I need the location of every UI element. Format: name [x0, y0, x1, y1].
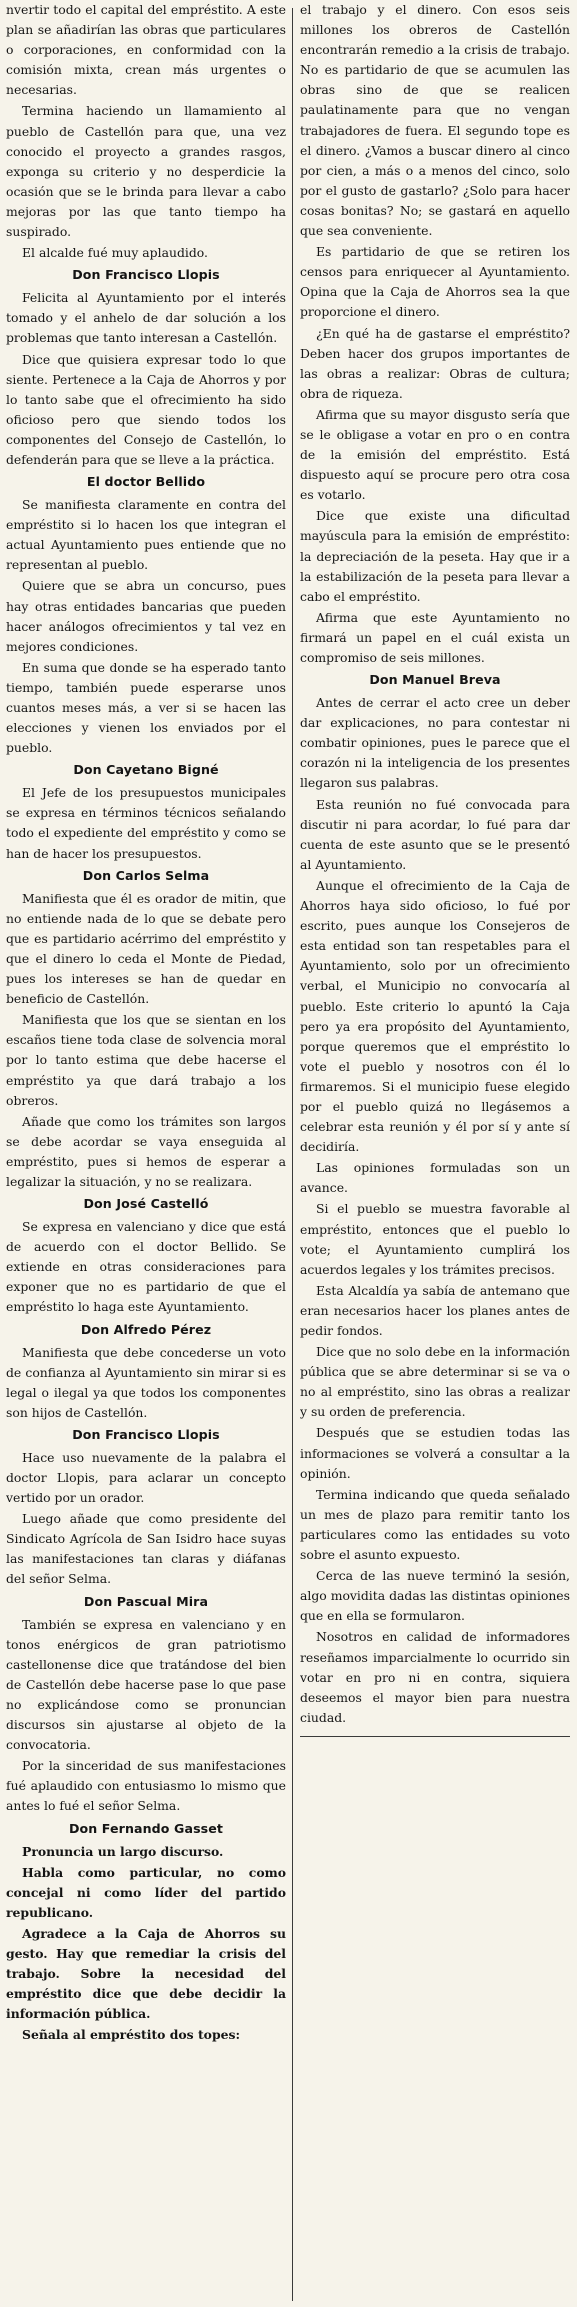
article-paragraph: Afirma que este Ayuntamiento no firmará un papel en el cuál exista un compromiso de seis millones.	[300, 609, 570, 665]
speaker-heading: Don Cayetano Bigné	[73, 762, 219, 778]
article-paragraph: Habla como particular, no como concejal ni como líder del partido republicano.	[6, 1864, 286, 1920]
article-paragraph: Se expresa en valenciano y dice que está de acuerdo con el doctor Bellido. Se extiende en otras consideraciones para exponer que no es partidario de que el empréstito lo haga este Ayuntamiento.	[6, 1219, 286, 1315]
article-paragraph: Felicita al Ayuntamiento por el interés tomado y el anhelo de dar solución a los problemas que tanto interesan a Castellón.	[6, 290, 286, 346]
article-paragraph: Dice que no solo debe en la información pública que se abre determinar si se va o no al empréstito, sino las obras a realizar y su orden de preferencia.	[300, 1344, 570, 1420]
article-paragraph: Se manifiesta claramente en contra del empréstito si lo hacen los que integran el actual Ayuntamiento pues entiende que no representan al pueblo.	[6, 497, 286, 573]
article-paragraph: nvertir todo el capital del empréstito. A este plan se añadirían las obras que particulares o corporaciones, en conformidad con la comisión mixta, crean más urgentes o necesarias.	[6, 2, 286, 98]
article-paragraph: Dice que quisiera expresar todo lo que siente. Pertenece a la Caja de Ahorros y por lo tanto sabe que el ofrecimiento ha sido oficioso pero que siendo todos los componentes del Consejo de Castellón, lo defenderán para que se lleve a la práctica.	[6, 351, 286, 467]
article-paragraph: ¿En qué ha de gastarse el empréstito? Deben hacer dos grupos importantes de las obras a realizar: Obras de cultura; obra de riqueza.	[300, 325, 570, 401]
article-paragraph: El alcalde fué muy aplaudido.	[22, 245, 208, 261]
article-paragraph: Cerca de las nueve terminó la sesión, algo movidita dadas las distintas opiniones que en ella se formularon.	[300, 1568, 570, 1624]
article-paragraph: Dice que existe una dificultad mayúscula para la emisión de empréstito: la depreciación de la peseta. Hay que ir a la estabilización de la peseta para llevar a cabo el empréstito.	[300, 508, 570, 604]
article-paragraph: Termina haciendo un llamamiento al pueblo de Castellón para que, una vez conocido el proyecto a grandes rasgos, exponga su criterio y no desperdicie la ocasión que se le brinda para llevar a cabo mejoras por las que tanto tiempo ha suspirado.	[6, 103, 286, 240]
article-column-left	[6, 0, 286, 2307]
article-paragraph: Señala al empréstito dos topes:	[22, 2027, 241, 2043]
speaker-heading: Don Francisco Llopis	[72, 1426, 220, 1442]
article-paragraph: Esta reunión no fué convocada para discutir ni para acordar, lo fué para dar cuenta de este asunto que se le presentó al Ayuntamiento.	[300, 796, 570, 872]
article-paragraph: Hace uso nuevamente de la palabra el doctor Llopis, para aclarar un concepto vertido por un orador.	[6, 1449, 286, 1506]
speaker-heading: Don Francisco Llopis	[72, 267, 220, 283]
article-end-rule	[300, 1736, 570, 1737]
speaker-heading: Don Fernando Gasset	[68, 1820, 224, 1836]
speaker-heading: El doctor Bellido	[86, 474, 206, 490]
speaker-heading: Don Carlos Selma	[82, 867, 210, 883]
article-paragraph: Es partidario de que se retiren los censos para enriquecer al Ayuntamiento. Opina que la Caja de Ahorros sea la que proporcione el dinero.	[300, 244, 570, 320]
article-paragraph: Manifiesta que los que se sientan en los escaños tiene toda clase de solvencia moral por lo tanto estima que debe hacerse el empréstito ya que dará trabajo a los obreros.	[6, 1012, 286, 1108]
speaker-heading: Don Pascual Mira	[83, 1593, 209, 1609]
article-paragraph: Luego añade que como presidente del Sindicato Agrícola de San Isidro hace suyas las manifestaciones tan claras y diáfanas del señor Selma.	[6, 1511, 286, 1587]
article-paragraph: Quiere que se abra un concurso, pues hay otras entidades bancarias que pueden hacer análogos ofrecimientos y tal vez en mejores condiciones.	[6, 578, 286, 654]
article-paragraph: el trabajo y el dinero. Con esos seis millones los obreros de Castellón encontrarán remedio a la crisis de trabajo. No es partidario de que se acumulen las obras sino de que se realicen paulatinamente para que no vengan trabajadores de fuera. El segundo tope es el dinero. ¿Vamos a buscar dinero al cinco por cien, a más o a menos del cinco, solo por el gusto de gastarlo? ¿Solo para hacer cosas bonitas? No; se gastará en aquello que sea conveniente.	[300, 2, 570, 239]
speaker-heading: Don Manuel Breva	[369, 672, 501, 688]
article-paragraph: En suma que donde se ha esperado tanto tiempo, también puede esperarse unos cuantos meses más, a ver si se hacen las elecciones y vienen los enviados por el pueblo.	[6, 659, 286, 756]
article-paragraph: Manifiesta que él es orador de mitin, que no entiende nada de lo que se debate pero que es partidario acérrimo del empréstito y que el dinero lo ceda el Monte de Piedad, pues los intereses se han de quedar en beneficio de Castellón.	[6, 890, 286, 1007]
article-paragraph: Después que se estudien todas las informaciones se volverá a consultar a la opinión.	[300, 1425, 570, 1481]
speaker-heading: Don Alfredo Pérez	[80, 1321, 212, 1337]
article-paragraph: Añade que como los trámites son largos se debe acordar se vaya enseguida al empréstito, pues si hemos de esperar a legalizar la situación, y no se realizara.	[6, 1113, 286, 1189]
article-paragraph: Aunque el ofrecimiento de la Caja de Ahorros haya sido oficioso, lo fué por escrito, pues aunque los Consejeros de esta entidad son tan respetables para el Ayuntamiento, solo por un ofrecimiento verbal, el Municipio no convocaría al pueblo. Este criterio lo apuntó la Caja pero ya era propósito del Ayuntamiento, porque queremos que el empréstito lo vote el pueblo y nosotros con él lo firmaremos. Si el municipio fuese elegido por el pueblo quizá no llegásemos a celebrar esta reunión y él por sí y ante sí decidiría.	[300, 877, 570, 1155]
article-column-right	[300, 0, 570, 2307]
article-paragraph: Agradece a la Caja de Ahorros su gesto. Hay que remediar la crisis del trabajo. Sobre la necesidad del empréstito dice que debe decidir la información pública.	[6, 1925, 286, 2022]
article-paragraph: Nosotros en calidad de informadores reseñamos imparcialmente lo ocurrido sin votar en pro ni en contra, siquiera deseemos el mayor bien para nuestra ciudad.	[300, 1629, 570, 1725]
column-divider	[292, 8, 293, 2301]
article-paragraph: Manifiesta que debe concederse un voto de confianza al Ayuntamiento sin mirar si es legal o ilegal ya que todos los componentes son hijos de Castellón.	[6, 1344, 286, 1420]
article-paragraph: Esta Alcaldía ya sabía de antemano que eran necesarios hacer los planes antes de pedir fondos.	[300, 1282, 570, 1338]
article-paragraph: Las opiniones formuladas son un avance.	[300, 1160, 570, 1196]
article-paragraph: También se expresa en valenciano y en tonos enérgicos de gran patriotismo castellonense dice que tratándose del bien de Castellón debe hacerse pase lo que pase no explicándose como se pronuncian discursos sin ajustarse al objeto de la convocatoria.	[6, 1616, 286, 1753]
article-paragraph: Termina indicando que queda señalado un mes de plazo para remitir tanto los particulares como las entidades su voto sobre el asunto expuesto.	[300, 1486, 570, 1563]
article-paragraph: Si el pueblo se muestra favorable al empréstito, entonces que el pueblo lo vote; el Ayuntamiento cumplirá los acuerdos legales y los trámites precisos.	[300, 1201, 570, 1277]
article-paragraph: Por la sinceridad de sus manifestaciones fué aplaudido con entusiasmo lo mismo que antes lo fué el señor Selma.	[6, 1758, 286, 1814]
article-paragraph: El Jefe de los presupuestos municipales se expresa en términos técnicos señalando todo el expediente del empréstito y como se han de hacer los presupuestos.	[6, 785, 286, 861]
article-paragraph: Antes de cerrar el acto cree un deber dar explicaciones, no para contestar ni combatir opiniones, pues le parece que el corazón ni la inteligencia de los presentes llegaron sus palabras.	[300, 695, 570, 791]
article-paragraph: Pronuncia un largo discurso.	[22, 1843, 224, 1859]
speaker-heading: Don José Castelló	[83, 1196, 209, 1212]
article-paragraph: Afirma que su mayor disgusto sería que se le obligase a votar en pro o en contra de la emisión del empréstito. Está dispuesto aquí se procure pero otra cosa es votarlo.	[300, 406, 570, 503]
